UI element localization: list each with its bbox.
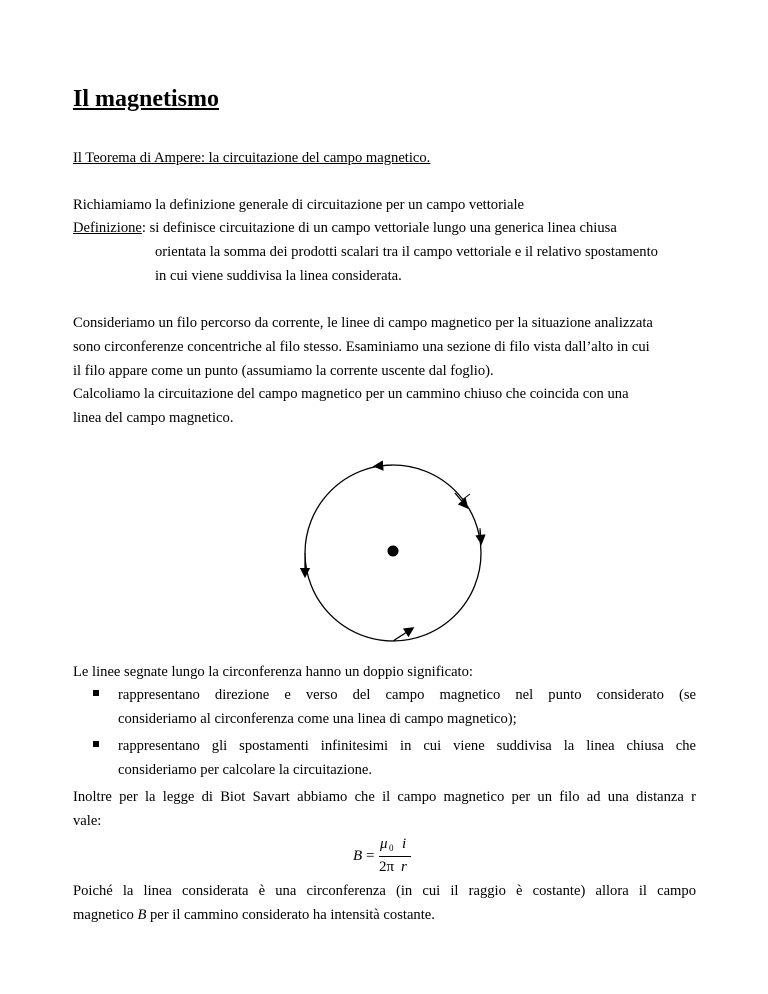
paragraph1-line-3: il filo appare come un punto (assumiamo la corrente uscente dal foglio). — [73, 363, 494, 379]
paragraph3-line-2: vale: — [73, 813, 102, 829]
definition-text-1: : si definisce circuitazione di un campo vettoriale lungo una generica linea chiusa — [141, 220, 617, 236]
formula-r: r — [401, 859, 407, 875]
bullet-2-line-2: consideriamo per calcolare la circuitazione. — [118, 762, 373, 778]
section-subtitle: Il Teorema di Ampere: la circuitazione del campo magnetico. — [73, 150, 431, 166]
bullet-1-line-2: consideriamo al circonferenza come una linea di campo magnetico); — [118, 711, 517, 727]
paragraph4-line-1: Poiché la linea considerata è una circonferenza (in cui il raggio è costante) allora il campo — [73, 883, 696, 899]
formula-mu-sub: 0 — [389, 843, 394, 853]
definition-label: Definizione — [73, 220, 142, 236]
definition-line-1 — [73, 219, 617, 237]
paragraph2: Le linee segnate lungo la circonferenza hanno un doppio significato: — [73, 664, 473, 680]
bullet-1-line-1: rappresentano direzione e verso del campo magnetico nel punto considerato (se — [118, 687, 696, 703]
paragraph1-line-5: linea del campo magnetico. — [73, 410, 234, 426]
definition-line-2: orientata la somma dei prodotti scalari tra il campo vettoriale e il relativo spostamento — [155, 244, 658, 260]
definition-line-3: in cui viene suddivisa la linea considerata. — [155, 268, 402, 284]
bullet-square-icon — [93, 741, 99, 747]
paragraph3-line-1: Inoltre per la legge di Biot Savart abbiamo che il campo magnetico per un filo ad una distanza r — [73, 789, 696, 805]
paragraph4-text-pre: magnetico — [73, 907, 138, 923]
paragraph4-line-2 — [73, 906, 435, 924]
arrow-right — [480, 530, 481, 540]
formula-B: B — [353, 848, 363, 864]
bullet-square-icon — [93, 690, 99, 696]
wire-dot — [388, 546, 399, 557]
arrow-top — [378, 465, 392, 466]
formula-mu: μ — [380, 836, 388, 852]
page-title: Il magnetismo — [73, 86, 219, 112]
intro-text: Richiamiamo la definizione generale di circuitazione per un campo vettoriale — [73, 197, 524, 213]
paragraph1-line-4: Calcoliamo la circuitazione del campo magnetico per un cammino chiuso che coincida con una — [73, 386, 629, 402]
bullet-2-line-1: rappresentano gli spostamenti infinitesimi in cui viene suddivisa la linea chiusa che — [118, 738, 696, 754]
biot-savart-formula — [353, 836, 443, 878]
formula-equals: = — [366, 848, 375, 864]
paragraph1-line-1: Consideriamo un filo percorso da corrente, le linee di campo magnetico per la situazione analizzata — [73, 315, 653, 331]
paragraph1-line-2: sono circonferenze concentriche al filo stesso. Esaminiamo una sezione di filo vista dall’alto in cui — [73, 339, 650, 355]
arrow-upper-right — [455, 493, 465, 505]
field-line-circle — [305, 465, 481, 641]
formula-i: i — [402, 836, 407, 852]
fraction-bar — [379, 856, 411, 857]
formula-2pi: 2π — [379, 859, 395, 875]
paragraph4-text-post: per il cammino considerato ha intensità costante. — [146, 907, 435, 923]
paragraph4-B: B — [137, 907, 147, 923]
arrow-bottom — [393, 630, 410, 641]
